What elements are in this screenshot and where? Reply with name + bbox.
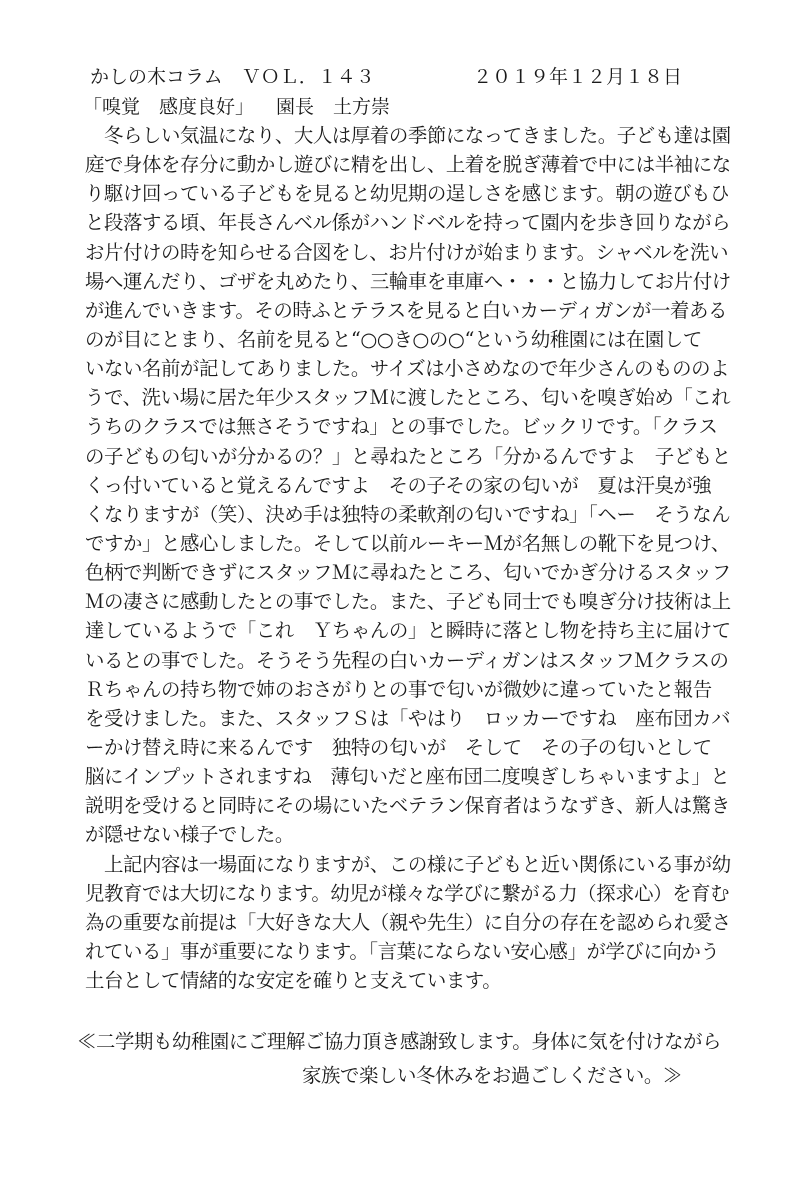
body-line: のが目にとまり、名前を見ると“○○き○の○“という幼稚園には在園して (85, 327, 702, 351)
column-name: かしの木コラム ＶＯＬ．１４３ (90, 66, 375, 88)
body-line: 為の重要な前提は「大好きな大人（親や先生）に自分の存在を認められ愛さ (85, 910, 731, 934)
body-line: 色柄で判断できずにスタッフＭに尋ねたところ、匂いでかぎ分けるスタッフ (85, 561, 731, 585)
body-line: くなりますが（笑）、決め手は独特の柔軟剤の匂いですね」「ヘー そうなん (85, 502, 731, 526)
body-line: を受けました。また、スタッフＳは「やはり ロッカーですね 座布団カバ (85, 706, 731, 730)
body-line: うちのクラスでは無さそうですね」との事でした。ビックリです。「クラス (85, 415, 718, 439)
body-line: の子どもの匂いが分かるの？」と尋ねたところ「分かるんですよ 子どもと (85, 444, 731, 468)
closing-message (77, 1025, 737, 1093)
body-line: り駆け回っている子どもを見ると幼児期の逞しさを感じます。朝の遊びもひ (85, 182, 730, 206)
body-line: 児教育では大切になります。幼児が様々な学びに繋がる力（探求心）を育む (85, 881, 730, 905)
closing-line-2: 家族で楽しい冬休みをお過ごしください。≫ (302, 1064, 682, 1087)
body-line: が進んでいきます。その時ふとテラスを見ると白いカーディガンが一着ある (85, 298, 727, 322)
article-author: 園長 土方崇 (276, 96, 391, 118)
article-title-line (83, 94, 390, 120)
body-line: ですか」と感心しました。そして以前ルーキーＭが名無しの靴下を見つけ、 (85, 531, 730, 555)
body-line: Ｒちゃんの持ち物で姉のおさがりとの事で匂いが微妙に違っていたと報告 (85, 677, 712, 701)
article-title: 「嗅覚 感度良好」 (83, 96, 255, 118)
body-line: いない名前が記してありました。サイズは小さめなので年少さんのもののよ (85, 357, 730, 381)
body-line: 説明を受けると同時にその場にいたベテラン保育者はうなずき、新人は驚き (85, 794, 730, 818)
body-line: いるとの事でした。そうそう先程の白いカーディガンはスタッフＭクラスの (85, 648, 729, 672)
column-header (90, 64, 730, 90)
body-line: 場へ運んだり、ゴザを丸めたり、三輪車を車庫へ・・・と協力してお片付け (85, 269, 731, 293)
article-body (85, 121, 731, 995)
body-line: お片付けの時を知らせる合図をし、お片付けが始まります。シャベルを洗い (85, 240, 729, 264)
body-line: が隠せない様子でした。 (85, 823, 294, 847)
body-line: 達しているようで「これ Ｙちゃんの」と瞬時に落とし物を持ち主に届けて (85, 619, 731, 643)
publication-date: ２０１９年１２月１８日 (473, 66, 683, 88)
body-line: くっ付いていると覚えるんですよ その子その家の匂いが 夏は汗臭が強 (85, 473, 712, 497)
body-line: 上記内容は一場面になりますが、この様に子どもと近い関係にいる事が幼 (85, 852, 731, 876)
body-line: Ｍの凄さに感動したとの事でした。また、子ども同士でも嗅ぎ分け技術は上 (85, 590, 731, 614)
body-line: 庭で身体を存分に動かし遊びに精を出し、上着を脱ぎ薄着で中には半袖にな (85, 153, 731, 177)
body-line: 冬らしい気温になり、大人は厚着の季節になってきました。子ども達は園 (85, 124, 731, 147)
body-line: 土台として情緒的な安定を確りと支えています。 (85, 969, 502, 993)
body-line: 脳にインプットされますね 薄匂いだと座布団二度嗅ぎしちゃいますよ」と (85, 765, 730, 789)
body-line: うで、洗い場に居た年少スタッフＭに渡したところ、匂いを嗅ぎ始め「これ (85, 386, 731, 410)
body-line: と段落する頃、年長さんベル係がハンドベルを持って園内を歩き回りながら (85, 211, 731, 235)
closing-line-1: ≪二学期も幼稚園にご理解ご協力頂き感謝致します。身体に気を付けながら (77, 1030, 722, 1053)
body-line: ーかけ替え時に来るんです 独特の匂いが そして その子の匂いとして (85, 735, 712, 759)
body-line: れている」事が重要になります。「言葉にならない安心感」が学びに向かう (85, 939, 720, 963)
